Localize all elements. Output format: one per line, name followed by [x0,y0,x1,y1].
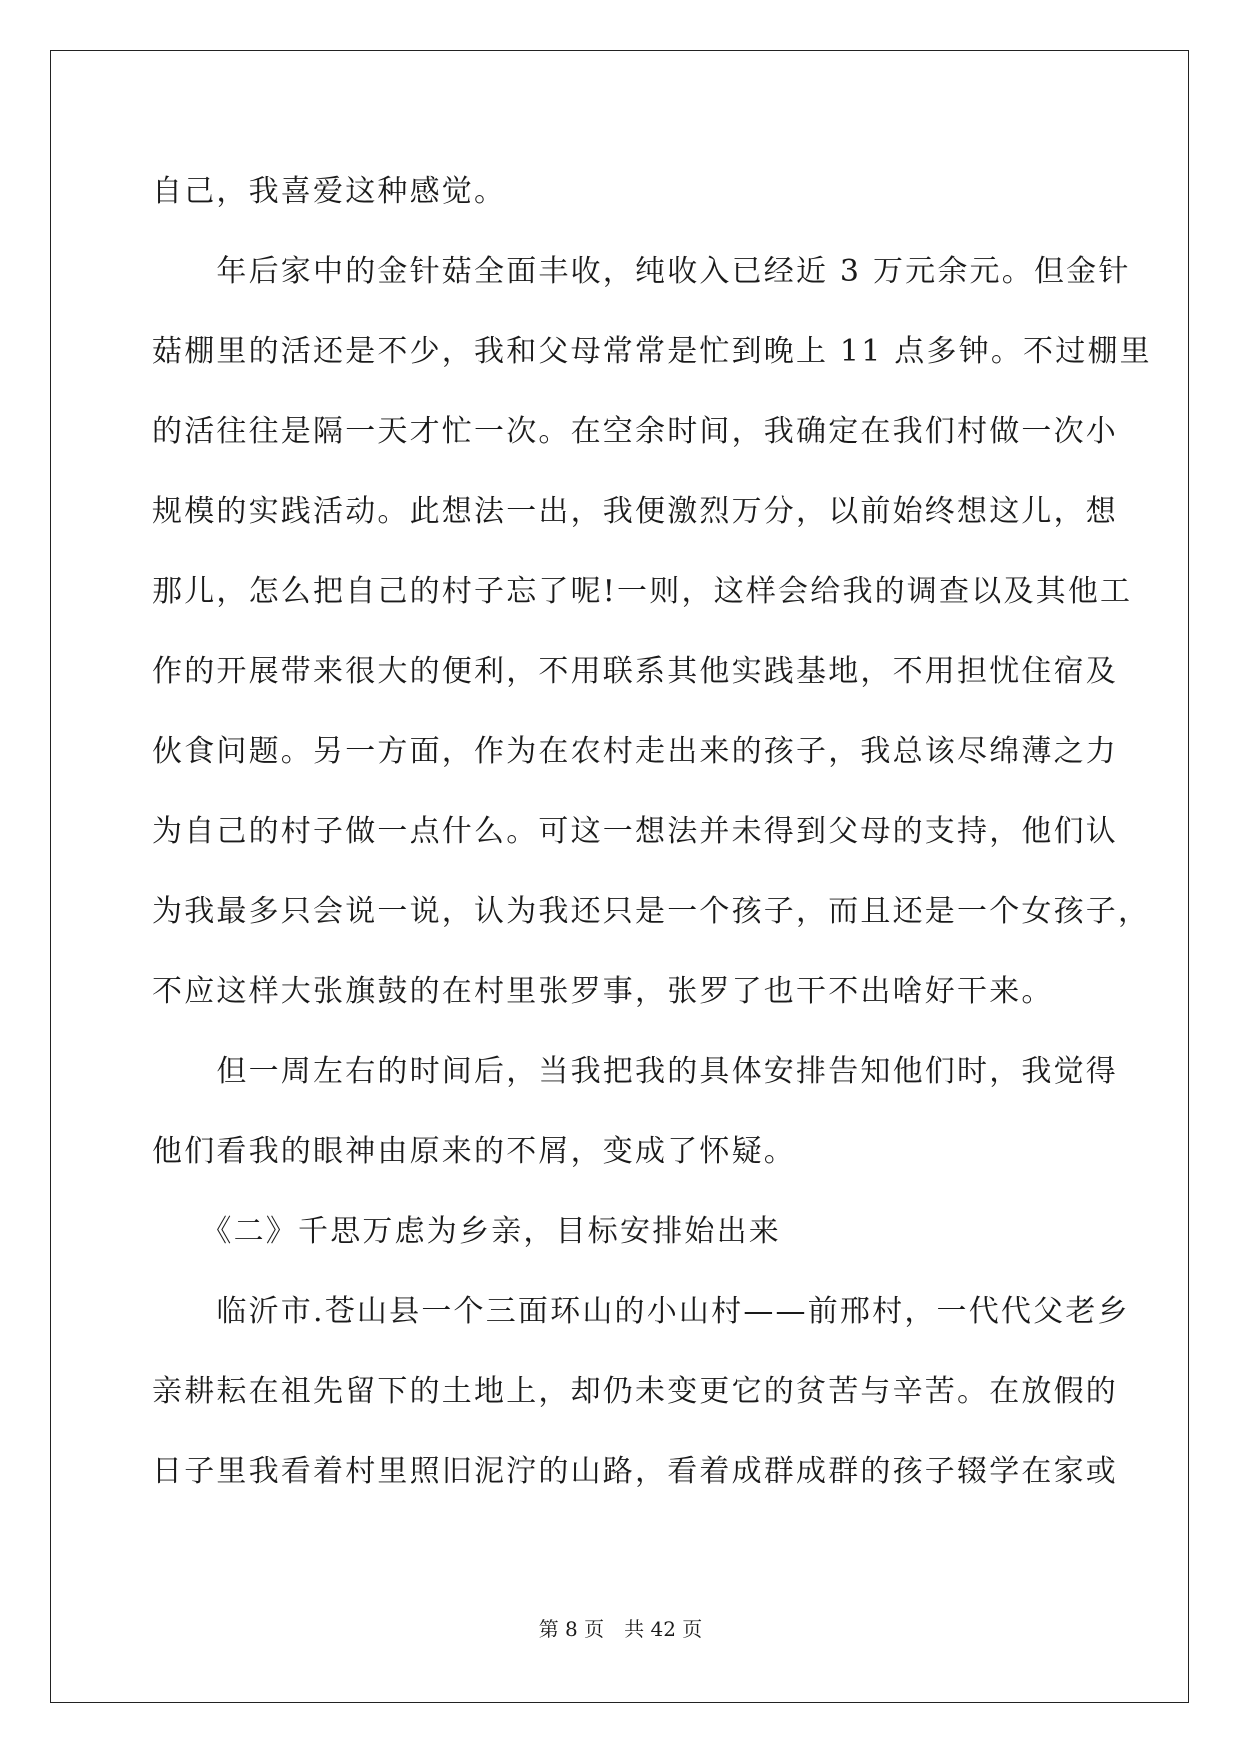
document-body [152,152,1152,1512]
body-line: 的活往往是隔一天才忙一次。在空余时间，我确定在我们村做一次小 [152,414,1118,449]
body-line: 亲耕耘在祖先留下的土地上，却仍未变更它的贫苦与辛苦。在放假的 [152,1374,1118,1409]
body-line: 为我最多只会说一说，认为我还只是一个孩子，而且还是一个女孩子， [152,894,1151,929]
body-line: 那儿，怎么把自己的村子忘了呢!一则，这样会给我的调查以及其他工 [152,574,1133,609]
body-line: 作的开展带来很大的便利，不用联系其他实践基地，不用担忧住宿及 [152,654,1118,689]
body-line: 不应这样大张旗鼓的在村里张罗事，张罗了也干不出啥好干来。 [152,974,1054,1009]
body-line: 年后家中的金针菇全面丰收，纯收入已经近 3 万元余元。但金针 [152,254,1131,289]
body-line: 但一周左右的时间后，当我把我的具体安排告知他们时，我觉得 [152,1054,1118,1089]
body-line: 他们看我的眼神由原来的不屑，变成了怀疑。 [152,1134,796,1169]
body-line: 日子里我看着村里照旧泥泞的山路，看着成群成群的孩子辍学在家或 [152,1454,1118,1489]
body-line: 菇棚里的活还是不少，我和父母常常是忙到晚上 11 点多钟。不过棚里 [152,334,1152,369]
body-line: 伙食问题。另一方面，作为在农村走出来的孩子，我总该尽绵薄之力 [152,734,1118,769]
body-line: 规模的实践活动。此想法一出，我便激烈万分，以前始终想这儿，想 [152,494,1118,529]
page-number-footer: 第 8 页 共 42 页 [538,1617,703,1641]
body-line: 临沂市.苍山县一个三面环山的小山村——前邢村，一代代父老乡 [152,1294,1130,1329]
section-heading: 《二》千思万虑为乡亲，目标安排始出来 [152,1214,781,1249]
body-line: 自己，我喜爱这种感觉。 [152,174,507,209]
body-line: 为自己的村子做一点什么。可这一想法并未得到父母的支持，他们认 [152,814,1118,849]
